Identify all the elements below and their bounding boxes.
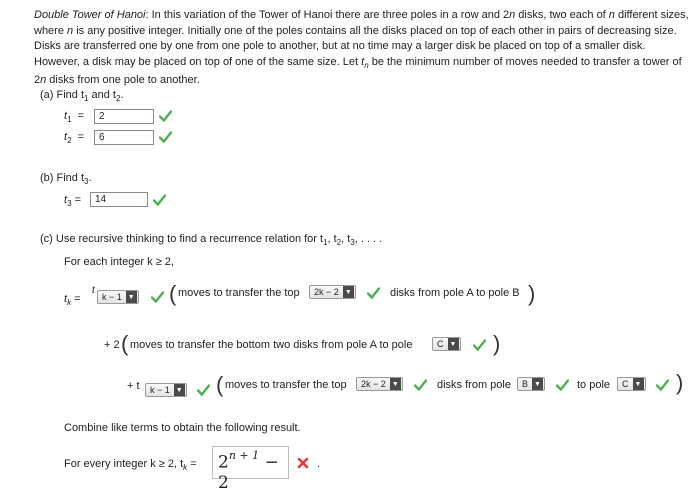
chevron-down-icon: ▼	[126, 291, 137, 303]
close-paren: )	[676, 370, 684, 395]
k-minus-1-select[interactable]: k − 1 ▼	[97, 290, 139, 304]
row1-text2: disks from pole A to pole B	[390, 287, 520, 299]
check-icon	[473, 339, 486, 351]
2k-minus-2-select[interactable]: 2k − 2 ▼	[309, 285, 356, 299]
t3-label: $t_3$ =	[64, 194, 82, 208]
check-icon	[159, 110, 172, 122]
t1-label: $t_1$ =	[64, 110, 85, 124]
combine-text: Combine like terms to obtain the following result.	[64, 422, 301, 434]
tk-label: $t_k$ =	[64, 293, 81, 307]
cross-icon	[297, 457, 309, 469]
t2-label: $t_2$ =	[64, 131, 85, 145]
t-inner-label: t	[92, 285, 95, 296]
pole-select[interactable]: C ▼	[432, 337, 461, 351]
final-period: .	[317, 458, 321, 470]
check-icon	[159, 131, 172, 143]
row1-text: moves to transfer the top	[178, 287, 300, 299]
check-icon	[656, 379, 669, 391]
open-paren: (	[121, 331, 129, 356]
chevron-down-icon: ▼	[174, 384, 185, 396]
close-paren: )	[493, 331, 501, 356]
check-icon	[197, 384, 210, 396]
check-icon	[414, 379, 427, 391]
close-paren: )	[528, 281, 536, 306]
check-icon	[556, 379, 569, 391]
2k-minus-2-select[interactable]: 2k − 2 ▼	[356, 377, 403, 391]
chevron-down-icon: ▼	[532, 378, 543, 390]
chevron-down-icon: ▼	[633, 378, 644, 390]
row3-text3: to pole	[577, 379, 611, 391]
part-c-prompt: (c) Use recursive thinking to find a recurrence relation for $t_1$, $t_2$, $t_3$, . . . .	[40, 233, 383, 247]
open-paren: (	[216, 372, 224, 397]
chevron-down-icon: ▼	[343, 286, 354, 298]
plus-t-label: + t	[127, 380, 140, 392]
part-b-prompt: (b) Find $t_3$.	[40, 172, 92, 186]
final-answer-label: For every integer k ≥ 2, $t_k$ =	[64, 458, 197, 472]
t1-input[interactable]: 2	[94, 109, 154, 124]
plus-two: + 2	[104, 339, 120, 351]
chevron-down-icon: ▼	[390, 378, 401, 390]
row3-text2: disks from pole	[437, 379, 511, 391]
open-paren: (	[169, 281, 177, 306]
for-each-integer: For each integer k ≥ 2,	[64, 256, 174, 268]
final-answer-input[interactable]: $2^{n + 1} - 2$	[212, 446, 289, 479]
check-icon	[153, 194, 166, 206]
problem-statement: Double Tower of Hanoi: In this variation of the Tower of Hanoi there are three poles in a row and 2n disks, two each of n different sizes, where n is any positive integer. Initially one of the poles contains all the disks placed on top of each other in pairs of decreasing size. Disks are transferred one by one from one pole to another, but at no time may a larger disk be placed on top of a smaller disk. However, a disk may be placed on top of one of the same size. Let $t_n$ be the minimum number of moves needed to transfer a tower of 2n disks from one pole to another.	[34, 9, 689, 87]
chevron-down-icon: ▼	[448, 338, 459, 350]
part-a-prompt: (a) Find $t_1$ and $t_2$.	[40, 89, 124, 103]
problem-title: Double Tower of Hanoi	[34, 9, 146, 21]
to-pole-select[interactable]: C ▼	[617, 377, 646, 391]
from-pole-select[interactable]: B ▼	[517, 377, 545, 391]
t2-input[interactable]: 6	[94, 130, 154, 145]
check-icon	[151, 291, 164, 303]
row3-text: moves to transfer the top	[225, 379, 347, 391]
k-minus-1-select[interactable]: k − 1 ▼	[145, 383, 187, 397]
check-icon	[367, 287, 380, 299]
row2-text: moves to transfer the bottom two disks from pole A to pole	[130, 339, 413, 351]
t3-input[interactable]: 14	[90, 192, 148, 207]
